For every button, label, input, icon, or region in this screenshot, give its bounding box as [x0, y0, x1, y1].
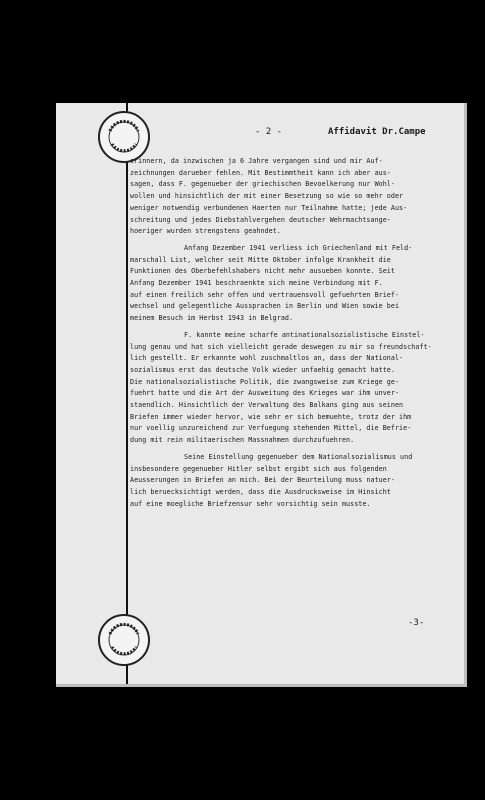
page-number: - 2 - [255, 127, 283, 137]
text-line: wechsel und gelegentliche Aussprachen in Berlin und Wien sowie bei [130, 302, 400, 311]
paragraph [130, 156, 461, 238]
text-line: lich gestellt. Er erkannte wohl zuschmaltlos an, dass der National- [130, 354, 404, 363]
document-page [56, 103, 467, 687]
text-line: Anfang Dezember 1941 verliess ich Griechenland mit Feld- [184, 243, 413, 252]
text-line: Die nationalsozialistische Politik, die zwangsweise zum Kriege ge- [130, 377, 400, 386]
text-line: auf eine moegliche Briefzensur sehr vorsichtig sein musste. [130, 499, 371, 508]
text-line: sozialismus erst das deutsche Volk wieder unfaehig gemacht hatte. [130, 365, 395, 374]
text-line: Funktionen des Oberbefehlshabers nicht mehr ausueben konnte. Seit [130, 267, 395, 276]
text-line: Briefen immer wieder hervor, wie sehr er sich bemuehte, trotz der ihm [130, 412, 412, 421]
text-line: lung genau und hat sich vielleicht gerade deswegen zu mir so freundschaft- [130, 342, 432, 351]
paragraph [130, 452, 461, 511]
text-line: fuehrt hatte und die Art der Ausweitung des Krieges war ihm unver- [130, 389, 400, 398]
text-line: auf einen freilich sehr offen und vertrauensvoll gefuehrten Brief- [130, 290, 400, 299]
document-body [130, 156, 461, 515]
text-line: Aeusserungen in Briefen an mich. Bei der Beurteilung muss natuer- [130, 476, 395, 485]
paragraph [130, 330, 461, 447]
text-line: Anfang Dezember 1941 beschraenkte sich meine Verbindung mit F. [130, 279, 383, 288]
next-page-marker: -3- [408, 618, 425, 628]
text-line: lich beruecksichtigt werden, dass die Ausdrucksweise im Hinsicht [130, 487, 391, 496]
text-line: staendlich. Hinsichtlich der Verwaltung des Balkans ging aus seinen [130, 401, 404, 410]
page-header [56, 127, 467, 141]
text-line: sagen, dass F. gegenueber der griechischen Bevoelkerung nur Wohl- [130, 180, 395, 189]
text-line: insbesondere gegenueber Hitler selbst ergibt sich aus folgenden [130, 464, 387, 473]
paragraph [130, 243, 461, 325]
notary-stamp-bottom [98, 614, 150, 666]
text-line: wollen und hinsichtlich der mit einer Besetzung so wie so mehr oder [130, 192, 404, 201]
text-line: F. kannte meine scharfe antinationalsozialistische Einstel- [184, 330, 425, 339]
text-line: dung mit rein militaerischen Massnahmen durchzufuehren. [130, 436, 355, 445]
text-line: Seine Einstellung gegenueber dem Nationalsozialismus und [184, 452, 413, 461]
binding-line [126, 103, 128, 687]
stamp-icon [100, 616, 148, 664]
text-line: meinem Besuch im Herbst 1943 in Belgrad. [130, 314, 294, 323]
document-title: Affidavit Dr.Campe [328, 127, 426, 137]
text-line: weniger notwendig verbundenen Haerten nur Teilnahme hatte; jede Aus- [130, 203, 408, 212]
text-line: hoeriger wurden strengstens geahndet. [130, 227, 281, 236]
text-line: marschall List, welcher seit Mitte Oktober infolge Krankheit die [130, 255, 391, 264]
text-line: zeichnungen darueber fehlen. Mit Bestimmtheit kann ich aber aus- [130, 168, 391, 177]
text-line: schreitung und jedes Diebstahlvergehen deutscher Wehrmachtsange- [130, 215, 391, 224]
text-line: erinnern, da inzwischen ja 6 Jahre vergangen sind und mir Auf- [130, 157, 383, 165]
text-line: nur voellig unzureichend zur Verfuegung stehenden Mittel, die Befrie- [130, 424, 412, 433]
